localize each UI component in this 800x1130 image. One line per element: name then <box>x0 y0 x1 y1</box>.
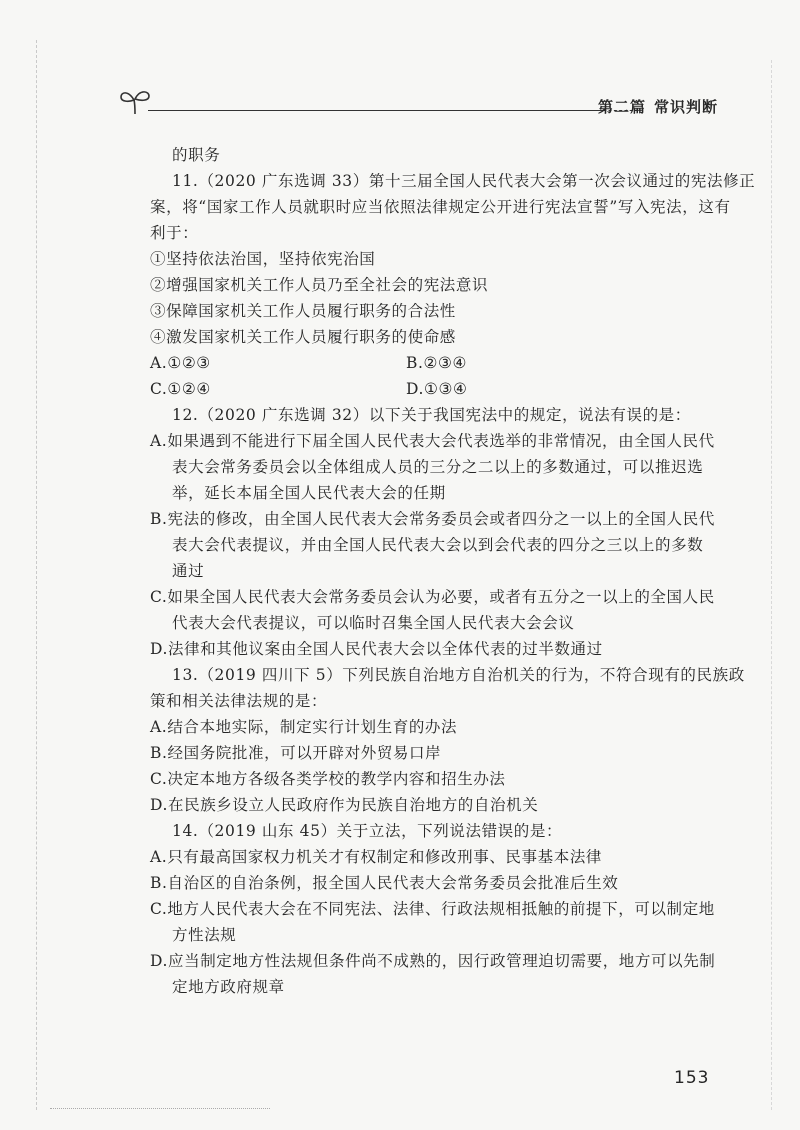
choice-d-line: D.应当制定地方性法规但条件尚不成熟的，因行政管理迫切需要，地方可以先制 <box>150 952 716 970</box>
page-number: 153 <box>674 1068 710 1088</box>
option-a: A.①②③ <box>150 354 211 372</box>
question-stem-line: 13.（2019 四川下 5）下列民族自治地方自治机关的行为，不符合现有的民族政 <box>172 666 745 684</box>
choice-a-line: A.如果遇到不能进行下届全国人民代表大会代表选举的非常情况，由全国人民代 <box>150 432 715 450</box>
option-d: D.①③④ <box>406 380 468 398</box>
choice-d-line: D.法律和其他议案由全国人民代表大会以全体代表的过半数通过 <box>150 640 603 658</box>
choice-b-line: 通过 <box>172 562 205 580</box>
statement-2: ②增强国家机关工作人员乃至全社会的宪法意识 <box>150 276 489 294</box>
page-header <box>118 86 718 118</box>
choice-b-line: B.自治区的自治条例，报全国人民代表大会常务委员会批准后生效 <box>150 874 619 892</box>
option-b: B.②③④ <box>406 354 468 372</box>
choice-a-line: 举，延长本届全国人民代表大会的任期 <box>172 484 446 502</box>
sprout-icon <box>118 86 152 116</box>
question-14 <box>150 818 720 1000</box>
question-12 <box>150 402 720 662</box>
question-11 <box>150 168 756 402</box>
continuation-text: 的职务 <box>172 146 221 164</box>
choice-b-line: 表大会代表提议，并由全国人民代表大会以到会代表的四分之三以上的多数 <box>172 536 704 554</box>
question-stem-line: 14.（2019 山东 45）关于立法，下列说法错误的是： <box>172 822 563 840</box>
statement-4: ④激发国家机关工作人员履行职务的使命感 <box>150 328 456 346</box>
question-13 <box>150 662 745 818</box>
footer-dotted-line <box>50 1108 270 1109</box>
question-stem-line: 利于： <box>150 224 199 242</box>
statement-1: ①坚持依法治国，坚持依宪治国 <box>150 250 376 268</box>
right-margin-line <box>771 60 772 1110</box>
header-section: 常识判断 <box>654 98 719 116</box>
choice-c-line: C.决定本地方各级各类学校的教学内容和招生办法 <box>150 770 506 788</box>
question-stem-line: 11.（2020 广东选调 33）第十三届全国人民代表大会第一次会议通过的宪法修正 <box>172 172 756 190</box>
options-row <box>150 376 720 402</box>
statement-3: ③保障国家机关工作人员履行职务的合法性 <box>150 302 456 320</box>
choice-d-line: D.在民族乡设立人民政府作为民族自治地方的自治机关 <box>150 796 539 814</box>
left-margin-line <box>36 40 37 1110</box>
question-stem-line: 案，将“国家工作人员就职时应当依照法律规定公开进行宪法宣誓”写入宪法，这有 <box>150 198 731 216</box>
choice-c-line: C.如果全国人民代表大会常务委员会认为必要，或者有五分之一以上的全国人民 <box>150 588 715 606</box>
choice-d-line: 定地方政府规章 <box>172 978 285 996</box>
choice-a-line: A.结合本地实际，制定实行计划生育的办法 <box>150 718 458 736</box>
option-c: C.①②④ <box>150 380 211 398</box>
question-stem-line: 12.（2020 广东选调 32）以下关于我国宪法中的规定，说法有误的是： <box>172 406 691 424</box>
header-title <box>590 96 718 117</box>
header-part: 第二篇 <box>598 98 647 116</box>
choice-b-line: B.宪法的修改，由全国人民代表大会常务委员会或者四分之一以上的全国人民代 <box>150 510 715 528</box>
page-content <box>150 142 756 1000</box>
question-stem-line: 策和相关法律法规的是： <box>150 692 328 710</box>
choice-c-line: C.地方人民代表大会在不同宪法、法律、行政法规相抵触的前提下，可以制定地 <box>150 900 715 918</box>
choice-c-line: 方性法规 <box>172 926 237 944</box>
choice-b-line: B.经国务院批准，可以开辟对外贸易口岸 <box>150 744 442 762</box>
choice-c-line: 代表大会代表提议，可以临时召集全国人民代表大会会议 <box>172 614 575 632</box>
header-rule <box>148 110 606 111</box>
choice-a-line: 表大会常务委员会以全体组成人员的三分之二以上的多数通过，可以推迟选 <box>172 458 704 476</box>
options-row <box>150 350 720 376</box>
choice-a-line: A.只有最高国家权力机关才有权制定和修改刑事、民事基本法律 <box>150 848 603 866</box>
